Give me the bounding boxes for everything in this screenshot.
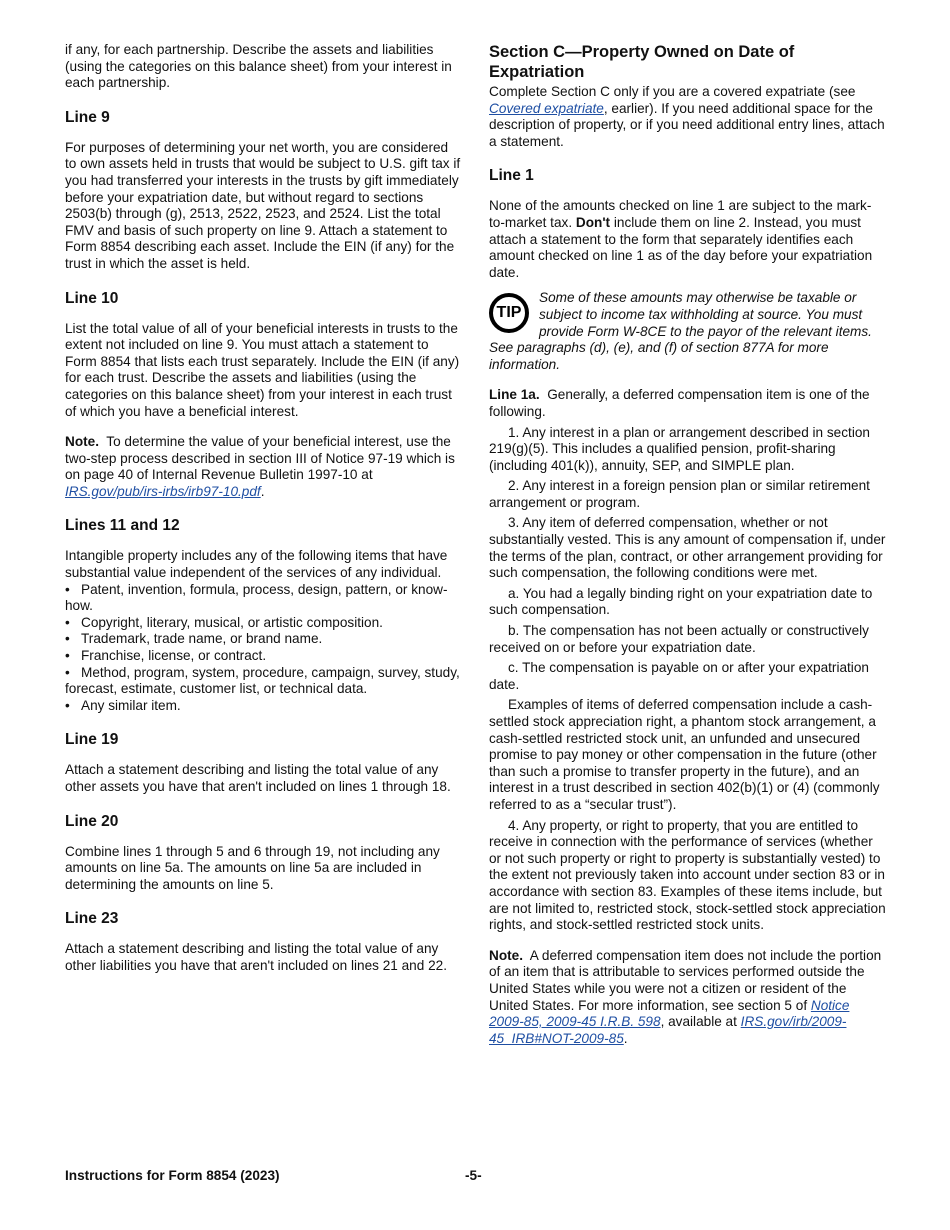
list-item: [65, 648, 462, 665]
list-item: [65, 615, 462, 632]
list-item-text: Patent, invention, formula, process, design, pattern, or know-how.: [65, 581, 448, 614]
list-item-text: Trademark, trade name, or brand name.: [81, 631, 323, 647]
line9-paragraph: For purposes of determining your net worth, you are considered to own assets held in trusts that would be subject to U.S. gift tax if you had transferred your interests in the trusts by gift immediately before your expatriation date, but without regard to sections 2503(b) through (g), 2513, 2522, 2523, and 2524. List the total FMV and basis of such property on line 9. Attach a statement to Form 8854 describing each asset. Include the EIN (if any) for the trust in which the asset is held.: [65, 139, 461, 271]
footer-title: Instructions for Form 8854 (2023): [65, 1168, 280, 1183]
bullet-icon: •: [65, 581, 70, 597]
irb97-link[interactable]: IRS.gov/pub/irs-irbs/irb97-10.pdf: [65, 483, 261, 499]
line23-paragraph: Attach a statement describing and listing the total value of any other liabilities you have that aren't included on lines 21 and 22.: [65, 941, 447, 973]
tip-block: [489, 290, 886, 373]
item-2: 2. Any interest in a foreign pension plan or similar retirement arrangement or program.: [489, 478, 870, 510]
section-c-text: Complete Section C only if you are a covered expatriate (see: [489, 84, 856, 99]
tip-icon: TIP: [489, 293, 529, 333]
item-3c: c. The compensation is payable on or after your expatriation date.: [489, 660, 869, 692]
right-column: [489, 42, 886, 1047]
line9-heading: Line 9: [65, 108, 110, 126]
lines11-12-paragraph: Intangible property includes any of the following items that have substantial value independent of the services of any individual.: [65, 548, 448, 581]
bullet-icon: •: [65, 648, 70, 664]
note-end-right: .: [623, 1030, 628, 1046]
bullet-icon: •: [65, 614, 70, 630]
item-3: 3. Any item of deferred compensation, whether or not substantially vested. This is any amount of compensation if, under the terms of the plan, contract, or other arrangement providing for such compensation, the following conditions were met.: [489, 515, 886, 581]
line20-paragraph: Combine lines 1 through 5 and 6 through 19, not including any amounts on line 5a. The amounts on line 5a are included in determining the amounts on line 5.: [65, 843, 440, 892]
line1-text: None of the amounts checked on line 1 are subject to the mark-to-market tax.: [489, 198, 872, 230]
note-paragraph-right: [489, 948, 886, 1048]
item-3a: a. You had a legally binding right on your expatriation date to such compensation.: [489, 585, 873, 618]
line1-heading: Line 1: [489, 167, 534, 185]
list-item-text: Method, program, system, procedure, campaign, survey, study, forecast, estimate, customer list, or technical data.: [65, 664, 460, 697]
examples-paragraph: Examples of items of deferred compensation include a cash-settled stock appreciation right, a phantom stock arrangement, a cash-settled restricted stock unit, an unfunded and unsecured promise to pay money or other compensation in the future (other than such a promise to transfer property in the future), and an interest in a trust described in section 402(b)(1) or (4) (commonly referred to as a “secular trust”).: [489, 697, 880, 812]
note-label: Note.: [65, 434, 99, 450]
intro-paragraph: if any, for each partnership. Describe the assets and liabilities (using the categories on this balance sheet) from your interest in each partnership.: [65, 42, 452, 91]
note-mid: , available at: [660, 1014, 737, 1030]
item-4: 4. Any property, or right to property, that you are entitled to receive in connection with the performance of services (whether or not such property or right to property is substantially vested) to the extent not previously taken into account under section 83 or in accordance with section 83. Examples of these items include, but are not limited to, restricted stock, stock-settled stock appreciation rights, and stock-settled restricted stock units.: [489, 817, 886, 933]
line10-paragraph: List the total value of all of your beneficial interests in trusts to the extent not included on line 9. You must attach a statement to Form 8854 that lists each trust separately. Include the EIN (if any) for each trust. Describe the assets and liabilities (using the categories on this balance sheet) from your interest in each trust of which you have a beneficial interest.: [65, 320, 460, 419]
line1a-label: Line 1a.: [489, 387, 540, 403]
line20-heading: Line 20: [65, 812, 119, 830]
line1a-text: Generally, a deferred compensation item is one of the following.: [489, 387, 870, 419]
line23-heading: Line 23: [65, 910, 119, 928]
bullet-icon: •: [65, 664, 70, 680]
item-1: 1. Any interest in a plan or arrangement described in section 219(g)(5). This includes a qualified pension, profit-sharing (including 401(k)), annuity, SEP, and SIMPLE plan.: [489, 424, 870, 473]
list-item: [65, 631, 462, 648]
section-c-paragraph: [489, 84, 886, 150]
note-label-right: Note.: [489, 947, 523, 963]
note-text-right: A deferred compensation item does not include the portion of an item that is attributable to services performed outside the United States while you were not a citizen or resident of the United States. For more information, see section 5 of: [489, 947, 882, 1013]
page-footer: [65, 1168, 886, 1185]
list-item: [65, 698, 462, 715]
line19-paragraph: Attach a statement describing and listing the total value of any other assets you have that aren't included on lines 1 through 18.: [65, 762, 451, 794]
bullet-icon: •: [65, 631, 70, 647]
bullet-icon: •: [65, 697, 70, 713]
list-item: [65, 665, 462, 698]
note-paragraph: [65, 434, 462, 500]
line10-heading: Line 10: [65, 289, 119, 307]
list-item: [65, 582, 462, 615]
lines11-12-heading: Lines 11 and 12: [65, 517, 180, 535]
item-3b: b. The compensation has not been actually or constructively received on or before your expatriation date.: [489, 623, 869, 655]
line1-paragraph: [489, 198, 886, 281]
intangible-list: [65, 582, 462, 715]
line1-bold: Don't: [575, 214, 611, 230]
section-c-text-end: , earlier). If you need additional space for the description of property, or if you need additional entry lines, attach a statement.: [489, 100, 885, 149]
note-end: .: [260, 483, 265, 499]
list-item-text: Copyright, literary, musical, or artistic composition.: [81, 614, 383, 630]
list-item-text: Any similar item.: [81, 697, 181, 713]
line19-heading: Line 19: [65, 731, 119, 749]
tip-text: Some of these amounts may otherwise be taxable or subject to income tax withholding at source. You must provide Form W-8CE to the payor of the relevant items. See paragraphs (d), (e), and (f) of section 877A for more information.: [489, 290, 872, 372]
line1-text-end: include them on line 2. Instead, you must attach a statement to the form that separately identifies each amount checked on line 1 as of the day before your expatriation date.: [489, 214, 873, 280]
line1a-paragraph: [489, 387, 886, 420]
notice-2009-85-link[interactable]: Notice 2009-85, 2009-45 I.R.B. 598: [489, 997, 850, 1030]
covered-expatriate-link[interactable]: Covered expatriate: [489, 100, 604, 116]
irb-2009-45-link[interactable]: IRS.gov/irb/2009-45_IRB#NOT-2009-85: [489, 1014, 847, 1046]
left-column: [65, 42, 462, 989]
note-text: To determine the value of your beneficial interest, use the two-step process described in section III of Notice 97-19 which is on page 40 of Internal Revenue Bulletin 1997-10 at: [65, 434, 455, 483]
page-number: -5-: [465, 1168, 482, 1183]
section-c-heading: Section C—Property Owned on Date of Expatriation: [489, 43, 795, 81]
list-item-text: Franchise, license, or contract.: [81, 648, 267, 664]
